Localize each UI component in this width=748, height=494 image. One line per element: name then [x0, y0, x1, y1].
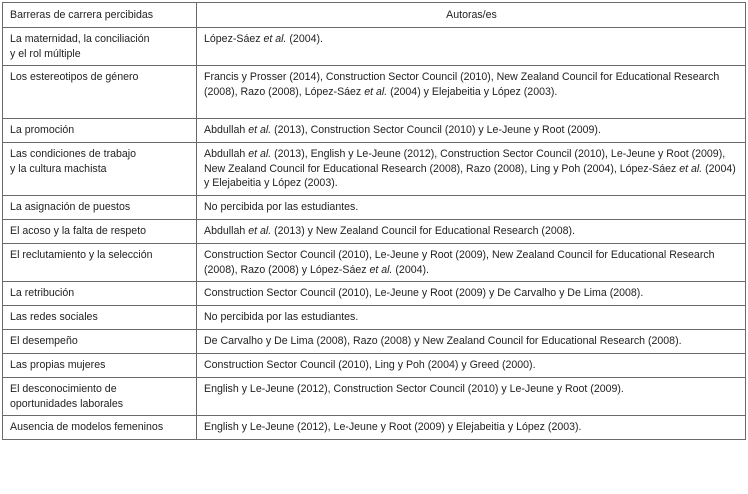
authors-text: No percibida por las estudiantes. — [204, 201, 359, 213]
table-row — [3, 282, 746, 306]
authors-etal: et al. — [679, 162, 703, 175]
authors-cell — [197, 306, 746, 330]
barrier-cell — [3, 66, 197, 119]
authors-text: Abdullah — [204, 148, 249, 160]
authors-cell — [197, 196, 746, 220]
authors-cell — [197, 143, 746, 196]
authors-cell — [197, 354, 746, 378]
barrier-text: El acoso y la falta de respeto — [10, 225, 147, 237]
authors-text: (2004) y Elejabeitia y López (2003). — [204, 162, 736, 189]
authors-text: (2013), English y Le-Jeune (2012), Construction Sector Council (2010), Le-Jeune y Root (2009), New Zealand Council for Educational Research (2008), Razo (2008), Ling y Poh (2004), López-Sáez — [204, 148, 726, 175]
barrier-cell — [3, 196, 197, 220]
table-body — [3, 28, 746, 440]
authors-text: No percibida por las estudiantes. — [204, 311, 359, 323]
header-barriers: Barreras de carrera percibidas — [3, 3, 197, 28]
authors-text: López-Sáez — [204, 33, 264, 45]
authors-text: English y Le-Jeune (2012), Construction Sector Council (2010) y Le-Jeune y Root (2009). — [204, 383, 624, 395]
authors-text: Construction Sector Council (2010), Le-Jeune y Root (2009) y De Carvalho y De Lima (2008). — [204, 287, 644, 299]
authors-etal: et al. — [263, 33, 287, 45]
table-row — [3, 416, 746, 440]
barrier-cell — [3, 378, 197, 416]
barrier-text: La asignación de puestos — [10, 201, 131, 213]
authors-text: Construction Sector Council (2010), Le-Jeune y Root (2009), New Zealand Council for Educational Research (2008), Razo (2008) y López-Sáez — [204, 249, 715, 276]
barrier-cell — [3, 306, 197, 330]
barrier-cell — [3, 220, 197, 244]
table-row — [3, 378, 746, 416]
barrier-cell — [3, 119, 197, 143]
authors-cell — [197, 28, 746, 66]
authors-cell — [197, 282, 746, 306]
authors-cell — [197, 330, 746, 354]
barrier-cell — [3, 330, 197, 354]
barrier-cell — [3, 244, 197, 282]
table-row — [3, 66, 746, 119]
authors-cell — [197, 244, 746, 282]
barrier-text: Las propias mujeres — [10, 359, 106, 371]
authors-cell — [197, 66, 746, 119]
barrier-text: y el rol múltiple — [10, 47, 81, 60]
table-row — [3, 306, 746, 330]
authors-etal: et al. — [248, 225, 272, 237]
barrier-cell — [3, 143, 197, 196]
authors-text: (2004) y Elejabeitia y López (2003). — [387, 85, 558, 98]
barrier-text: Las redes sociales — [10, 311, 98, 323]
table-row — [3, 143, 746, 196]
barriers-table — [2, 2, 746, 440]
barrier-text: El reclutamiento y la selección — [10, 249, 153, 261]
authors-text: English y Le-Jeune (2012), Le-Jeune y Root (2009) y Elejabeitia y López (2003). — [204, 421, 582, 433]
authors-etal: et al. — [248, 124, 272, 136]
barrier-text: oportunidades laborales — [10, 397, 124, 410]
authors-etal: et al. — [248, 148, 272, 160]
barrier-cell — [3, 354, 197, 378]
barrier-text: Los estereotipos de género — [10, 71, 139, 83]
authors-text: Francis y Prosser (2014), Construction Sector Council (2010), New Zealand Council for Educational Research (2008), Razo (2008), López-Sáez — [204, 71, 720, 98]
authors-etal: et al. — [364, 85, 388, 98]
barrier-text: Ausencia de modelos femeninos — [10, 421, 164, 433]
table-row — [3, 220, 746, 244]
table-row — [3, 28, 746, 66]
table-row — [3, 354, 746, 378]
authors-text: (2004). — [392, 263, 429, 276]
table-row — [3, 330, 746, 354]
authors-text: Construction Sector Council (2010), Ling y Poh (2004) y Greed (2000). — [204, 359, 536, 371]
table-row — [3, 196, 746, 220]
table-row — [3, 119, 746, 143]
barrier-cell — [3, 28, 197, 66]
authors-cell — [197, 220, 746, 244]
authors-text: De Carvalho y De Lima (2008), Razo (2008) y New Zealand Council for Educational Research (2008). — [204, 335, 682, 347]
authors-text: (2004). — [286, 33, 323, 45]
authors-text: (2013) y New Zealand Council for Educational Research (2008). — [271, 225, 576, 237]
table-row — [3, 244, 746, 282]
barrier-text: La maternidad, la conciliación — [10, 33, 150, 45]
barrier-text: El desempeño — [10, 335, 78, 347]
authors-etal: et al. — [369, 263, 393, 276]
barrier-text: La retribución — [10, 287, 75, 299]
authors-cell — [197, 416, 746, 440]
table-header-row — [3, 3, 746, 28]
authors-text: (2013), Construction Sector Council (2010) y Le-Jeune y Root (2009). — [271, 124, 601, 136]
barrier-cell — [3, 282, 197, 306]
barrier-text: Las condiciones de trabajo — [10, 148, 137, 160]
authors-cell — [197, 378, 746, 416]
authors-text: Abdullah — [204, 225, 249, 237]
authors-cell — [197, 119, 746, 143]
barrier-text: y la cultura machista — [10, 162, 107, 175]
barrier-text: La promoción — [10, 124, 75, 136]
authors-text: Abdullah — [204, 124, 249, 136]
barrier-cell — [3, 416, 197, 440]
header-authors: Autoras/es — [197, 3, 746, 28]
barrier-text: El desconocimiento de — [10, 383, 117, 395]
